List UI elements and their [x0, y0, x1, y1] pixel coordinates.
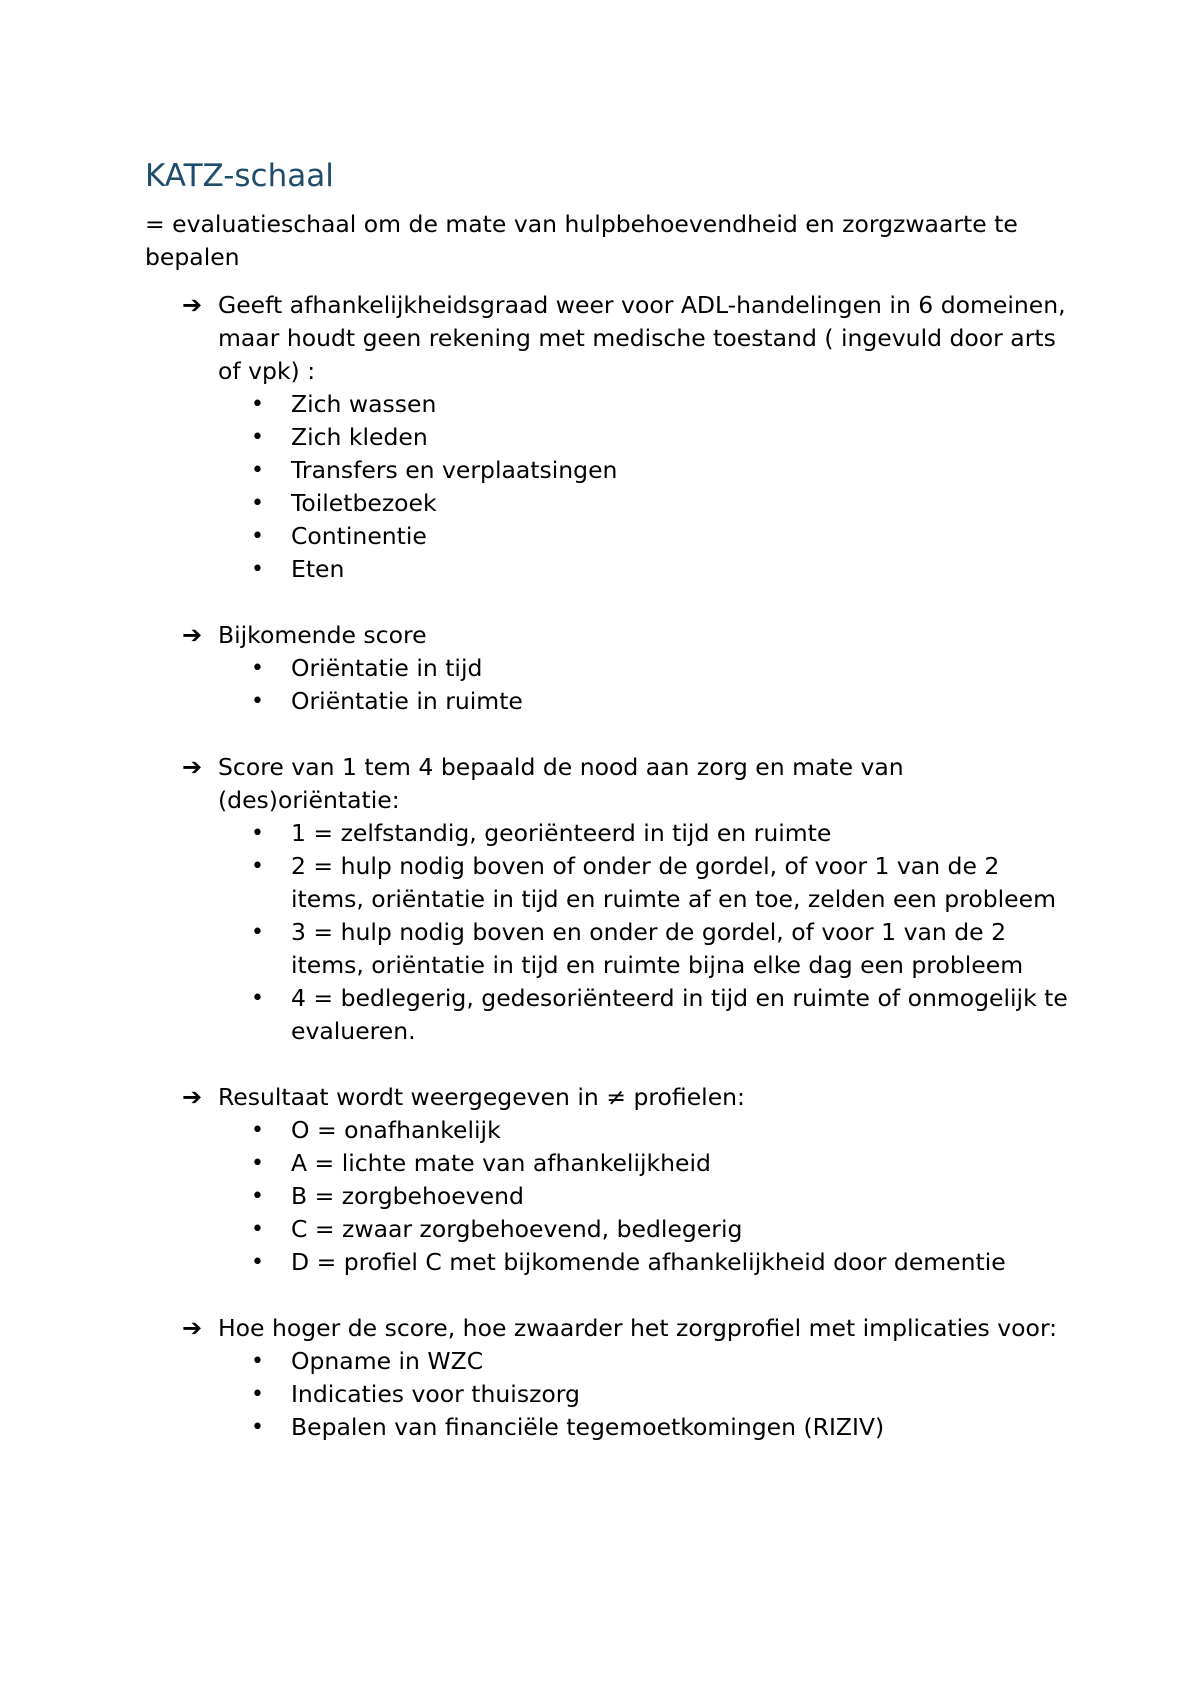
list-item-text: 1 = zelfstandig, georiënteerd in tijd en ruimte	[291, 819, 832, 847]
bullet-icon: •	[251, 458, 264, 483]
list-item	[0, 1378, 1071, 1411]
bullet-list	[0, 1345, 1200, 1444]
arrow-icon: ➔	[182, 1314, 203, 1342]
section	[0, 619, 1200, 718]
bullet-icon: •	[251, 1217, 264, 1242]
list-item-text: Bepalen van financiële tegemoetkomingen (RIZIV)	[291, 1413, 885, 1441]
list-item	[0, 982, 1071, 1048]
list-item-text: C = zwaar zorgbehoevend, bedlegerig	[291, 1215, 743, 1243]
bullet-icon: •	[251, 1415, 264, 1440]
section-heading	[0, 619, 1078, 652]
section-heading	[0, 289, 1078, 388]
section-heading-text: Bijkomende score	[218, 621, 427, 649]
list-item	[0, 1246, 1071, 1279]
bullet-icon: •	[251, 1151, 264, 1176]
section	[0, 1081, 1200, 1279]
list-item-text: Transfers en verplaatsingen	[291, 456, 618, 484]
list-item	[0, 1180, 1071, 1213]
bullet-icon: •	[251, 920, 264, 945]
arrow-icon: ➔	[182, 291, 203, 319]
bullet-icon: •	[251, 392, 264, 417]
list-item	[0, 1213, 1071, 1246]
list-item-text: 3 = hulp nodig boven en onder de gordel, of voor 1 van de 2 items, oriëntatie in tijd en ruimte bijna elke dag een probleem	[291, 918, 1024, 979]
section-heading	[0, 1081, 1078, 1114]
list-item-text: Indicaties voor thuiszorg	[291, 1380, 580, 1408]
list-item	[0, 1411, 1071, 1444]
list-item-text: Continentie	[291, 522, 427, 550]
bullet-icon: •	[251, 1118, 264, 1143]
bullet-icon: •	[251, 1349, 264, 1374]
section-heading-text: Hoe hoger de score, hoe zwaarder het zorgprofiel met implicaties voor:	[218, 1314, 1058, 1342]
list-item	[0, 1147, 1071, 1180]
list-item	[0, 817, 1071, 850]
bullet-icon: •	[251, 1382, 264, 1407]
bullet-icon: •	[251, 524, 264, 549]
bullet-list	[0, 817, 1200, 1048]
section-heading-text: Resultaat wordt weergegeven in ≠ profielen:	[218, 1083, 745, 1111]
bullet-icon: •	[251, 557, 264, 582]
bullet-icon: •	[251, 425, 264, 450]
section-heading	[0, 1312, 1078, 1345]
list-item-text: D = profiel C met bijkomende afhankelijkheid door dementie	[291, 1248, 1006, 1276]
list-item	[0, 421, 1071, 454]
bullet-icon: •	[251, 656, 264, 681]
section-heading-text: Geeft afhankelijkheidsgraad weer voor ADL-handelingen in 6 domeinen, maar houdt geen rekening met medische toestand ( ingevuld door arts of vpk) :	[218, 291, 1066, 385]
list-item	[0, 916, 1071, 982]
bullet-list	[0, 652, 1200, 718]
section	[0, 289, 1200, 586]
list-item	[0, 553, 1071, 586]
section-heading-text: Score van 1 tem 4 bepaald de nood aan zorg en mate van (des)oriëntatie:	[218, 753, 904, 814]
list-item-text: Oriëntatie in ruimte	[291, 687, 523, 715]
list-item-text: Toiletbezoek	[291, 489, 437, 517]
list-item	[0, 652, 1071, 685]
bullet-icon: •	[251, 821, 264, 846]
section-heading	[0, 751, 1078, 817]
list-item-text: A = lichte mate van afhankelijkheid	[291, 1149, 711, 1177]
list-item-text: Eten	[291, 555, 345, 583]
list-item-text: Opname in WZC	[291, 1347, 484, 1375]
intro-paragraph: = evaluatieschaal om de mate van hulpbehoevendheid en zorgzwaarte te bepalen	[145, 210, 1018, 271]
list-item-text: O = onafhankelijk	[291, 1116, 501, 1144]
list-item-text: Zich wassen	[291, 390, 437, 418]
section	[0, 751, 1200, 1048]
bullet-list	[0, 1114, 1200, 1279]
bullet-icon: •	[251, 1184, 264, 1209]
list-item	[0, 454, 1071, 487]
sections-container	[0, 289, 1200, 1477]
list-item	[0, 520, 1071, 553]
list-item	[0, 1345, 1071, 1378]
bullet-icon: •	[251, 491, 264, 516]
list-item-text: Zich kleden	[291, 423, 428, 451]
bullet-icon: •	[251, 689, 264, 714]
document-title: KATZ-schaal	[145, 158, 334, 194]
arrow-icon: ➔	[182, 621, 203, 649]
bullet-icon: •	[251, 854, 264, 879]
arrow-icon: ➔	[182, 1083, 203, 1111]
bullet-icon: •	[251, 1250, 264, 1275]
list-item-text: B = zorgbehoevend	[291, 1182, 524, 1210]
list-item	[0, 685, 1071, 718]
list-item	[0, 388, 1071, 421]
list-item-text: 2 = hulp nodig boven of onder de gordel, of voor 1 van de 2 items, oriëntatie in tijd en ruimte af en toe, zelden een probleem	[291, 852, 1056, 913]
bullet-list	[0, 388, 1200, 586]
list-item	[0, 850, 1071, 916]
bullet-icon: •	[251, 986, 264, 1011]
list-item-text: 4 = bedlegerig, gedesoriënteerd in tijd en ruimte of onmogelijk te evalueren.	[291, 984, 1068, 1045]
arrow-icon: ➔	[182, 753, 203, 781]
list-item	[0, 487, 1071, 520]
section	[0, 1312, 1200, 1444]
list-item	[0, 1114, 1071, 1147]
list-item-text: Oriëntatie in tijd	[291, 654, 483, 682]
